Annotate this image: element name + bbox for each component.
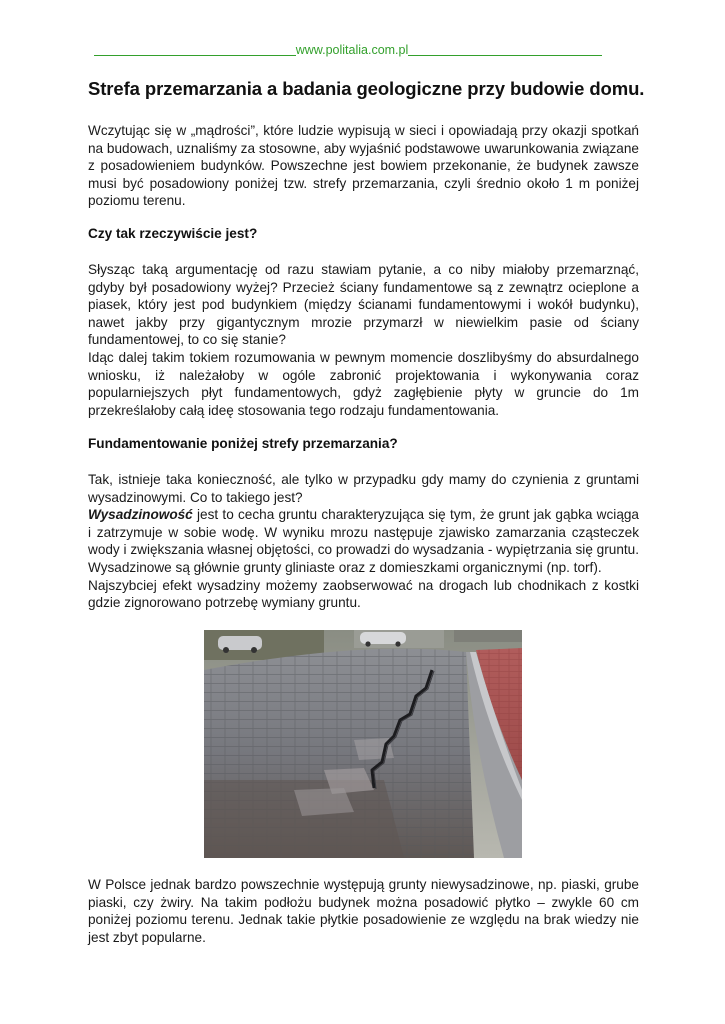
page-header (88, 43, 608, 57)
frost-heave-road-photo (204, 630, 522, 858)
section-1-paragraph-1: Słysząc taką argumentację od razu stawiam pytanie, a co niby miałoby przemarznąć, gdyby był posadowiony wyżej? Przecież ściany fundamentowe są z zewnątrz ocieplone a piasek, który jest pod budynkiem (między ścianami fundamentowymi i wokół budynku), nawet jakby przy gigantycznym mrozie przymarzł w niewielkim pasie od ściany fundamentowej, to co się stanie? (88, 262, 639, 348)
section-1-body (88, 261, 639, 419)
section-2-body (88, 471, 639, 612)
page-title: Strefa przemarzania a badania geologiczne przy budowie domu. (88, 78, 645, 99)
header-rule-right (408, 55, 602, 56)
section-2-paragraph-2 (88, 506, 639, 576)
header-rule-left (94, 55, 296, 56)
section-2-paragraph-3: Najszybciej efekt wysadziny możemy zaobserwować na drogach lub chodnikach z kostki gdzie zignorowano potrzebę wymiany gruntu. (88, 577, 639, 611)
term-definition: jest to cecha gruntu charakteryzująca się tym, że grunt jak gąbka wciąga i zatrzymuje w sobie wodę. W wyniku mrozu następuje zjawisko zamarzania cząsteczek wody i zwiększania własnej objętości, co prowadzi do wysadzania - wypiętrzania się gruntu. Wysadzinowe są głównie grunty gliniaste oraz z domieszkami organicznymi (np. torf). (88, 507, 639, 575)
section-heading-2: Fundamentowanie poniżej strefy przemarzania? (88, 436, 398, 451)
section-2-paragraph-1: Tak, istnieje taka konieczność, ale tylko w przypadku gdy mamy do czynienia z gruntami wysadzinowymi. Co to takiego jest? (88, 472, 639, 505)
intro-paragraph: Wczytując się w „mądrości”, które ludzie wypisują w sieci i opowiadają przy okazji spotkań na budowach, uznaliśmy za stosowne, aby wyjaśnić podstawowe uwarunkowania związane z posadowieniem budynków. Powszechne jest bowiem przekonanie, że budynek zawsze musi być posadowiony poniżej tzw. strefy przemarzania, czyli średnio około 1 m poniżej poziomu terenu. (88, 123, 639, 209)
term-wysadzinowosc: Wysadzinowość (88, 507, 193, 523)
site-url-link[interactable]: www.politalia.com.pl (295, 43, 409, 57)
closing-paragraph: W Polsce jednak bardzo powszechnie występują grunty niewysadzinowe, np. piaski, grube piaski, czy żwiry. Na takim podłożu budynek można posadowić płytko – zwykle 60 cm poniżej poziomu terenu. Jednak takie płytkie posadowienie ze względu na brak wiedzy nie jest zbyt popularne. (88, 877, 639, 945)
section-1-paragraph-2: Idąc dalej takim tokiem rozumowania w pewnym momencie doszlibyśmy do absurdalnego wniosku, iż należałoby w ogóle zabronić projektowania i wykonywania coraz popularniejszych płyt fundamentowych, gdyż zagłębienie płyty w gruncie do 1m przekreślałoby całą ideę stosowania tego rodzaju fundamentowania. (88, 349, 639, 418)
section-heading-1: Czy tak rzeczywiście jest? (88, 226, 258, 241)
cracked-paving-image (204, 630, 522, 858)
